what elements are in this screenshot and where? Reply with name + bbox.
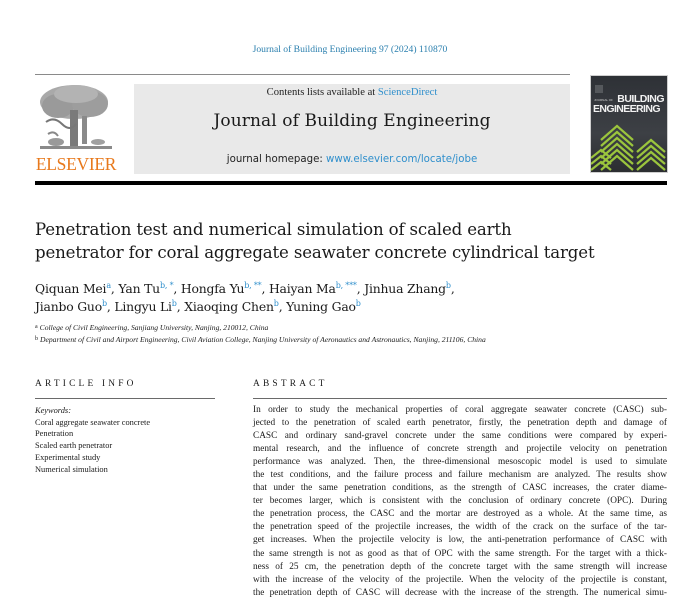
journal-cover-thumbnail[interactable] (590, 75, 668, 173)
author-name[interactable]: Jinhua Zhang (364, 281, 446, 296)
abstract-line: get increases. When the projectile velocity is low, the anti-penetration performance of CASC with (253, 535, 667, 546)
keyword-item: Numerical simulation (35, 464, 108, 474)
keywords-label: Keywords: (35, 406, 71, 415)
elsevier-wordmark: ELSEVIER (35, 154, 117, 174)
affiliation-marker[interactable]: b (171, 299, 177, 308)
affiliation-mark: a (35, 324, 38, 330)
author-line-2 (35, 298, 665, 316)
article-info-heading: ARTICLE INFO (35, 379, 137, 389)
homepage-link[interactable]: www.elsevier.com/locate/jobe (326, 154, 478, 165)
top-divider (35, 74, 570, 75)
author-line-1 (35, 280, 665, 298)
elsevier-logo[interactable] (34, 82, 116, 174)
affiliation-text: College of Civil Engineering, Sanjiang University, Nanjing, 210012, China (39, 323, 269, 332)
abstract-line: the penetration speed of the projectile increases, the width of the crack on the surface of the tar- (253, 522, 667, 533)
homepage-prefix: journal homepage: (226, 154, 327, 165)
abstract-line: CASC and ordinary sand-gravel concrete under the same conditions were compared by experi- (253, 431, 667, 442)
affiliation-marker[interactable]: b, ** (244, 281, 262, 290)
author-name[interactable]: Lingyu Li (114, 299, 172, 314)
abstract-heading: ABSTRACT (253, 379, 328, 389)
contents-prefix: Contents lists available at (266, 87, 378, 98)
running-head[interactable]: Journal of Building Engineering 97 (2024) 110870 (252, 44, 448, 55)
abstract-line: In order to study the mechanical properties of coral aggregate seawater concrete (CASC) sub- (253, 405, 667, 415)
abstract-line: ness of 25 cm, the penetration depth of the concrete target with the same strength will increase (253, 561, 667, 572)
author-name[interactable]: Hongfa Yu (180, 281, 245, 296)
author-name[interactable]: Xiaoqing Chen (184, 299, 274, 314)
author-name[interactable]: Haiyan Ma (268, 281, 336, 296)
keyword-item: Penetration (35, 429, 74, 439)
contents-line (134, 87, 570, 98)
abstract-line: ter becomes larger, which is consistent with the conclusion of ordinary concrete (OPC). During (253, 496, 667, 507)
author-separator: , (278, 299, 287, 314)
elsevier-tree-logo-icon (36, 82, 114, 154)
journal-banner (134, 84, 570, 174)
abstract-line: the same strength is not as good as that of OPC with the same strength. For the target with a thick- (253, 548, 667, 559)
abstract-body (253, 404, 667, 600)
abstract-line: that under the same penetration conditions, as the strength of CASC increases, the crater diame- (253, 483, 667, 494)
affiliation-marker[interactable]: b, *** (335, 281, 357, 290)
affiliation-text: Department of Civil and Airport Engineering, Civil Aviation College, Nanjing University of Aeronautics and Astronautics, Nanjing, 211106, China (40, 335, 486, 344)
affiliation-mark: b (35, 336, 38, 342)
author-name[interactable]: Qiquan Mei (35, 281, 107, 296)
abstract-line: the penetration process, the CASC and the mortar are destroyed as a whole. At the same time, as (253, 509, 667, 520)
author-list (35, 280, 665, 316)
author-separator: , (176, 299, 185, 314)
affiliations (35, 322, 675, 346)
author-separator: , (261, 281, 269, 296)
abstract-line: performance was analyzed. Then, the three-dimensional mesoscopic model is used to simulate (253, 457, 667, 468)
cover-chevron-graphic-icon (591, 112, 668, 172)
author-name[interactable]: Jianbo Guo (35, 299, 102, 314)
title-line-1: Penetration test and numerical simulation of scaled earth (35, 220, 512, 239)
abstract-divider (253, 398, 667, 399)
article-info-divider (35, 398, 215, 399)
affiliation-a (35, 322, 675, 334)
author-separator: , (106, 299, 115, 314)
keyword-item: Coral aggregate seawater concrete (35, 417, 151, 427)
abstract-line: mental research, and the influence of concrete strength and projectile velocity on penetration (253, 444, 667, 455)
header-thick-divider (35, 181, 667, 185)
keyword-item: Experimental study (35, 452, 101, 462)
abstract-line: jected to the penetration of scaled earth penetrator, firstly, the penetration depth and damage of (253, 418, 667, 429)
abstract-line: the penetration depth of CASC will decrease with the increase of the strength. The numerical simu- (253, 587, 667, 598)
homepage-line (134, 154, 570, 165)
article-title (35, 218, 655, 264)
cover-title-line2: ENGINEERING (593, 103, 660, 115)
author-separator: , (173, 281, 181, 296)
author-separator: , (110, 281, 119, 296)
affiliation-b (35, 334, 675, 346)
cover-logo-icon (595, 85, 603, 93)
keyword-item: Scaled earth penetrator (35, 441, 113, 451)
affiliation-marker[interactable]: b (445, 281, 451, 290)
affiliation-marker[interactable]: b (101, 299, 107, 308)
author-separator: , (450, 281, 455, 296)
affiliation-marker[interactable]: b (273, 299, 279, 308)
journal-title[interactable]: Journal of Building Engineering (213, 111, 491, 131)
abstract-line: the test conditions, and the failure process and failure mechanism are analyzed. The results show (253, 470, 667, 481)
affiliation-marker[interactable]: b (355, 299, 361, 308)
author-name[interactable]: Yan Tu (118, 281, 160, 296)
author-name[interactable]: Yuning Gao (286, 299, 356, 314)
sciencedirect-link[interactable]: ScienceDirect (377, 87, 438, 98)
cover-title-line1: BUILDING (617, 93, 664, 105)
keywords-block (35, 405, 235, 475)
author-separator: , (356, 281, 365, 296)
abstract-line: with the increase of the velocity of the projectile. When the velocity of the projectile is constant, (253, 574, 667, 585)
affiliation-marker[interactable]: a (106, 281, 111, 290)
affiliation-marker[interactable]: b, * (159, 281, 174, 290)
title-line-2: penetrator for coral aggregate seawater concrete cylindrical target (35, 243, 595, 262)
cover-prefix: JOURNAL OF (594, 98, 613, 102)
